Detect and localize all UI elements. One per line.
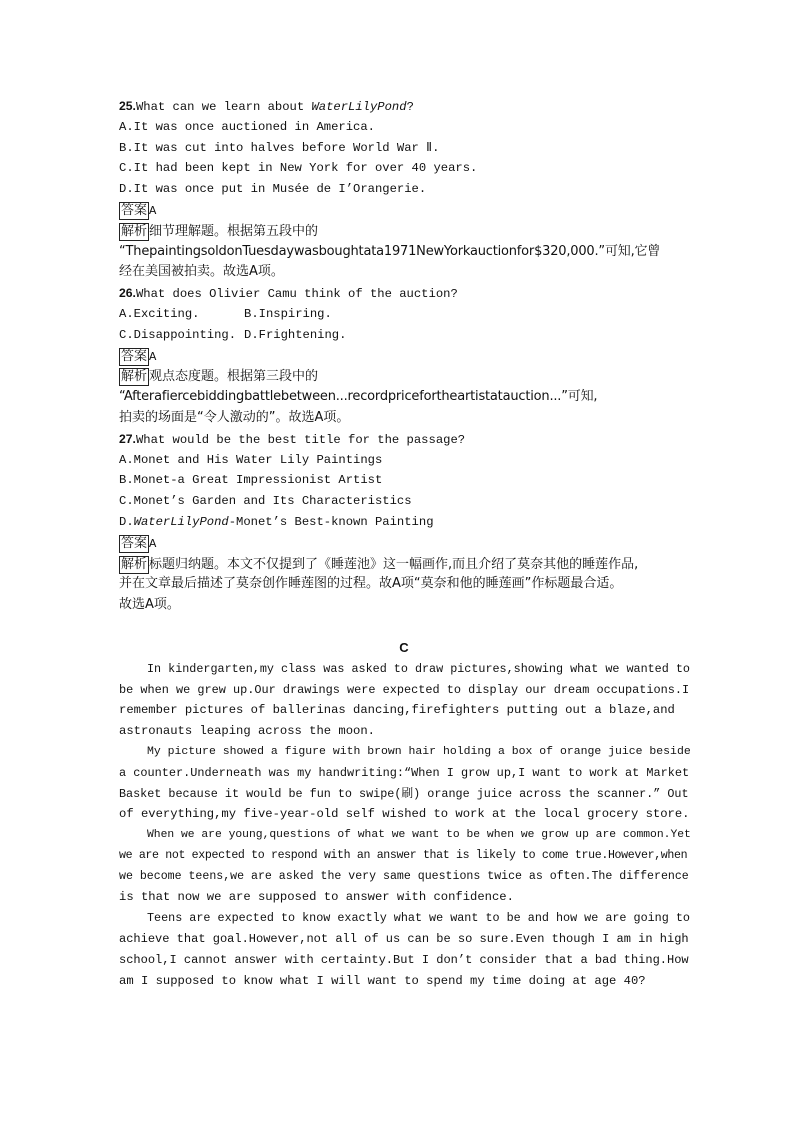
question-26 [119, 283, 689, 304]
option-a: A.Exciting. [119, 306, 200, 321]
question-number: 25. [119, 99, 136, 113]
painting-title: WaterLilyPond [133, 514, 229, 529]
paragraph-line: astronauts leaping across the moon. [119, 724, 375, 739]
question-stem: What would be the best title for the passage? [135, 432, 466, 447]
question-number: 27. [119, 431, 136, 446]
paragraph-line: is that now we are supposed to answer with confidence. [119, 890, 514, 905]
answer-row [119, 200, 689, 221]
passage-paragraph [119, 742, 689, 825]
option-b: B.Inspiring. [244, 306, 332, 321]
question-stem: What can we learn about [135, 100, 312, 114]
question-27 [119, 429, 689, 450]
document-page [119, 96, 689, 991]
paragraph-line: My picture showed a figure with brown hair holding a box of orange juice beside [147, 744, 691, 758]
passage-paragraph [119, 659, 689, 742]
paragraph-line: When we are young,questions of what we want to be when we grow up are common.Yet [147, 829, 691, 842]
paragraph-line: we become teens,we are asked the very same questions twice as often.The difference [119, 869, 689, 883]
answer-label-box: 答案 [121, 348, 148, 364]
paragraph-line: Basket because it would be fun to swipe(刷) orange juice across the scanner.” Out [119, 786, 689, 801]
analysis-text: 观点态度题。根据第三段中的 [149, 369, 319, 385]
paragraph-line: a counter.Underneath was my handwriting:“When I grow up,I want to work at Market [119, 765, 690, 780]
question-number: 26. [119, 286, 136, 301]
passage-paragraph [119, 908, 689, 991]
analysis-label-box: 解析 [121, 369, 148, 385]
paragraph-line: achieve that goal.However,not all of us can be so sure.Even though I am in high [119, 932, 689, 947]
analysis-text: 经在美国被拍卖。故选A项。 [119, 264, 284, 280]
option-d-prefix: D. [119, 514, 134, 529]
option-c: C.It had been kept in New York for over 40 years. [119, 161, 478, 176]
analysis-text: “Afterafiercebiddingbattlebetween...recordpricefortheartistatauction...”可知, [119, 389, 598, 405]
section-title: C [399, 639, 409, 655]
passage-paragraph [119, 825, 689, 908]
answer-row [119, 533, 689, 554]
option-c: C.Disappointing. [119, 327, 237, 342]
analysis-text: “ThepaintingsoldonTuesdaywasboughtata1971NewYorkauctionfor$320,000.”可知,它曾 [119, 243, 661, 259]
analysis-text: 拍卖的场面是“令人激动的”。故选A项。 [119, 409, 350, 425]
options-row [119, 304, 689, 325]
paragraph-line: am I supposed to know what I will want to spend my time doing at age 40? [119, 973, 646, 988]
options-row [119, 325, 689, 346]
question-stem-end: ? [406, 100, 414, 114]
answer-value: A [149, 536, 157, 551]
question-stem: What does Olivier Camu think of the auction? [135, 287, 458, 302]
answer-label-box: 答案 [121, 202, 148, 218]
option-d-text: -Monet’s Best-known Painting [228, 514, 434, 529]
analysis-text: 细节理解题。根据第五段中的 [149, 223, 319, 239]
analysis-row [119, 366, 689, 387]
analysis-row [119, 221, 689, 242]
answer-label-box: 答案 [121, 535, 148, 551]
option-b: B.Monet-a Great Impressionist Artist [119, 473, 383, 488]
analysis-row [119, 554, 689, 575]
option-a: A.Monet and His Water Lily Paintings [119, 452, 383, 467]
option-d: D.Frightening. [244, 327, 347, 342]
analysis-text: 标题归纳题。本文不仅提到了《睡莲池》这一幅画作,而且介绍了莫奈其他的睡莲作品, [149, 556, 639, 572]
paragraph-line: In kindergarten,my class was asked to draw pictures,showing what we wanted to [147, 661, 690, 676]
paragraph-line: school,I cannot answer with certainty.But I don’t consider that a bad thing.How [119, 952, 689, 967]
paragraph-line: we are not expected to respond with an answer that is likely to come true.However,when [119, 848, 688, 862]
analysis-text: 并在文章最后描述了莫奈创作睡莲图的过程。故A项“莫奈和他的睡莲画”作标题最合适。 [119, 576, 623, 592]
paragraph-line: be when we grew up.Our drawings were expected to display our dream occupations.I [119, 682, 690, 697]
answer-row [119, 346, 689, 367]
option-b: B.It was cut into halves before World War Ⅱ. [119, 140, 440, 155]
painting-title: WaterLilyPond [311, 100, 407, 114]
paragraph-line: remember pictures of ballerinas dancing,firefighters putting out a blaze,and [119, 703, 675, 718]
analysis-label-box: 解析 [121, 556, 148, 572]
paragraph-line: of everything,my five-year-old self wished to work at the local grocery store. [119, 807, 690, 822]
answer-value: A [149, 349, 157, 364]
answer-value: A [149, 203, 157, 218]
paragraph-line: Teens are expected to know exactly what we want to be and how we are going to [147, 911, 690, 926]
option-d [119, 512, 689, 533]
option-d: D.It was once put in Musée de I’Orangerie. [119, 182, 427, 197]
analysis-text: 故选A项。 [119, 597, 180, 613]
option-a: A.It was once auctioned in America. [119, 119, 375, 134]
question-25 [119, 96, 689, 117]
option-c: C.Monet’s Garden and Its Characteristics [119, 494, 412, 509]
analysis-label-box: 解析 [121, 223, 148, 239]
